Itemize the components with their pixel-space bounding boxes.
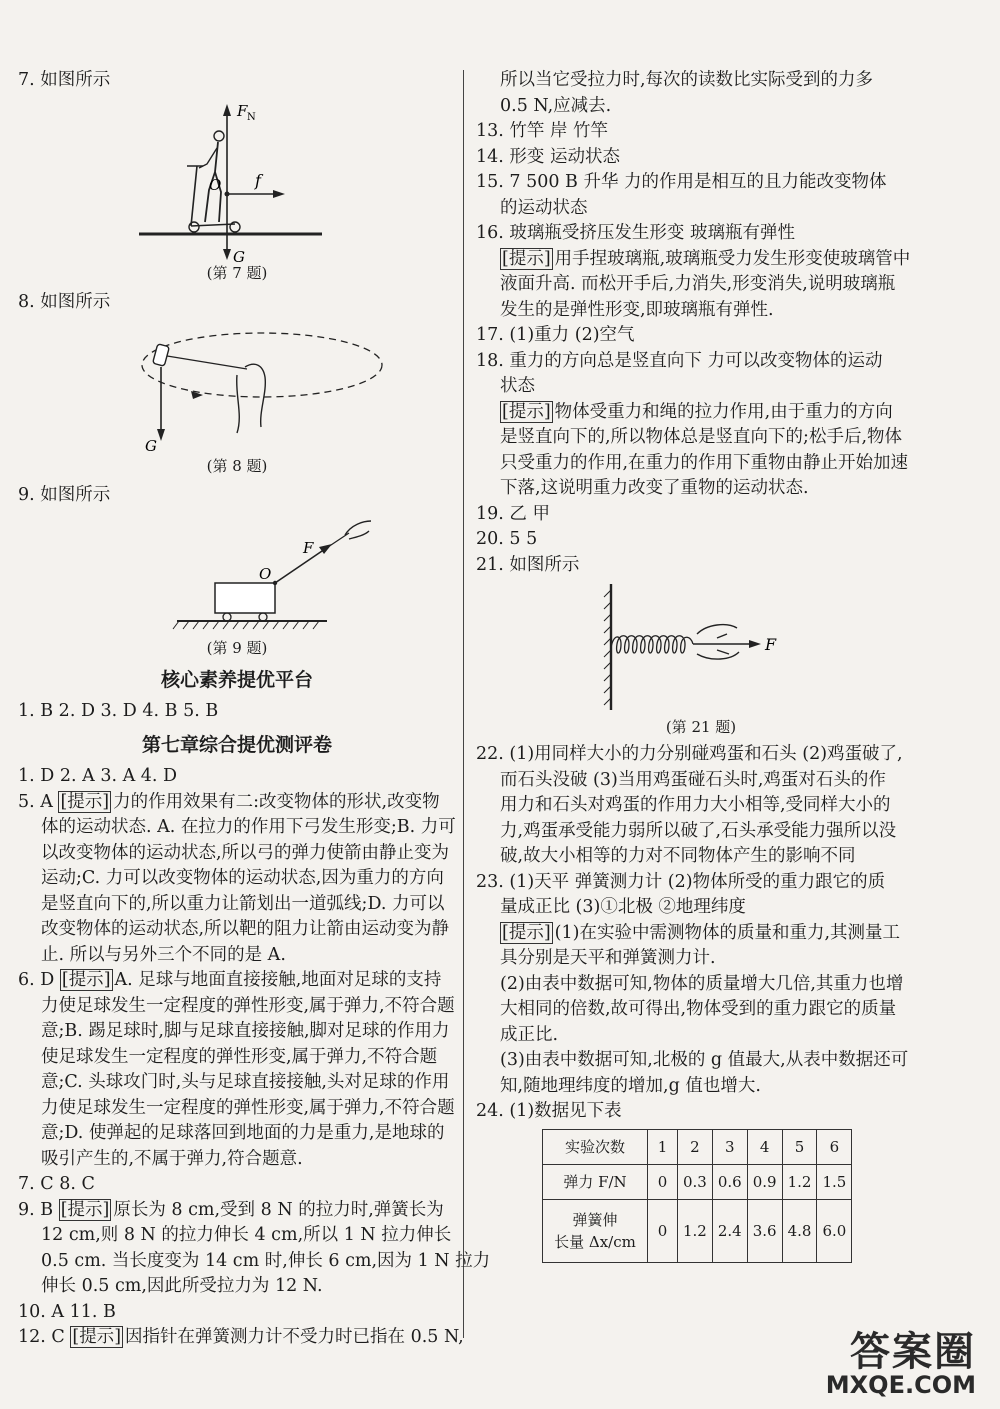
table-cell: 3 [712,1129,747,1164]
tip-badge: [提示] [72,1327,122,1347]
q23-line-8: (3)由表中数据可知,北极的 g 值最大,从表中数据还可 [500,1050,909,1070]
label-fn-sub: N [247,111,256,123]
table-row-label: 实验次数 [543,1129,648,1164]
table-cell: 3.6 [747,1199,782,1262]
q18-line-2: 状态 [500,376,535,396]
q18-line-6: 下落,这说明重力改变了重物的运动状态. [500,478,809,498]
q7-caption: (第 7 题) [206,263,268,282]
force-arrow [275,549,325,583]
person-head [214,131,224,141]
label-o: O [259,564,272,583]
q5-line-3: 以改变物体的运动状态,所以弓的弹力使箭由静止变为 [41,842,450,863]
cart-body [215,583,275,613]
point-o [273,580,277,584]
section-title-core: 核心素养提优平台 [160,668,313,691]
tip-badge: [提示] [502,922,551,943]
right-column [476,68,926,1263]
q5-line-4: 运动;C. 力可以改变物体的运动状态,因为重力的方向 [41,868,444,888]
spring-coil [611,636,693,653]
table-cell: 2.4 [712,1199,747,1262]
q23-line-5: (2)由表中数据可知,物体的质量增大几倍,其重力也增 [500,973,904,994]
table-cell: 0 [648,1164,678,1199]
tip-badge: [提示] [502,248,551,269]
q5-line-6: 改变物体的运动状态,所以靶的阻力让箭由运动变为静 [41,919,450,939]
q19-answer: 19. 乙 甲 [476,503,550,524]
q6-line-2: 力使足球发生一定程度的弹性形变,属于弹力,不符合题 [41,995,455,1016]
table-cell: 0 [648,1199,678,1262]
q12-line-3: 0.5 N,应减去. [500,95,612,116]
section-title-chapter7: 第七章综合提优测评卷 [141,734,332,756]
scooter-rear-wheel [230,222,240,232]
string [161,355,247,369]
table-row [543,1129,852,1164]
q5-line-1: 5. A [提示] 力的作用效果有二:改变物体的形状,改变物 [18,791,440,812]
cart-wheel-right [259,613,267,621]
hand [237,364,266,433]
q5-line-2: 体的运动状态. A. 在拉力的作用下弓发生形变;B. 力可 [41,817,456,837]
q22-line-3: 用力和石头对鸡蛋的作用力大小相等,受同样大小的 [500,795,891,815]
q23-line-2: 量成正比 (3)①北极 ②地理纬度 [500,897,746,917]
watermark-logo [826,1320,976,1399]
q9-caption: (第 9 题) [206,638,268,657]
q22-line-1: 22. (1)用同样大小的力分别碰鸡蛋和石头 (2)鸡蛋破了, [476,744,903,764]
table-cell: 4.8 [782,1199,817,1262]
figure-q21-spring [551,578,851,716]
ground-hatch [173,621,319,629]
q15-line-2: 的运动状态 [500,197,588,218]
label-o: O [209,175,222,194]
table-cell: 2 [678,1129,713,1164]
q9-title: 9. 如图所示 [18,485,111,505]
table-cell: 0.6 [712,1164,747,1199]
q18-line-1: 18. 重力的方向总是竖直向下 力可以改变物体的运动 [476,350,883,371]
q8-caption: (第 8 题) [206,457,268,475]
q20-answer: 20. 5 5 [476,529,538,549]
gravity-arrowhead [223,249,231,260]
q18-line-4: 是竖直向下的,所以物体总是竖直向下的;松手后,物体 [500,427,903,447]
q22-line-4: 力,鸡蛋承受能力弱所以破了,石头承受能力强所以没 [500,820,897,841]
table-cell: 0.9 [747,1164,782,1199]
q6-line-3: 意;B. 踢足球时,脚与足球直接接触,脚对足球的作用力 [41,1021,450,1041]
label-f: f [255,170,261,190]
q16-line-1: 16. 玻璃瓶受挤压发生形变 玻璃瓶有弹性 [476,223,795,243]
q18-line-3: [提示] 物体受重力和绳的拉力作用,由于重力的方向 [502,401,893,422]
tip-badge: [提示] [502,401,551,422]
person-arm [199,148,217,168]
column-divider [463,70,464,1338]
table-cell: 1.5 [817,1164,852,1199]
q6-line-1: 6. D [提示] A. 足球与地面直接接触,地面对足球的支持 [18,970,442,990]
scooter-front-wheel [189,222,199,232]
q22-line-5: 破,故大小相等的力对不同物体产生的影响不同 [500,846,856,866]
table-cell: 1.2 [782,1164,817,1199]
q23-line-4: 具分别是天平和弹簧测力计. [500,948,716,968]
q24-title: 24. (1)数据见下表 [476,1101,622,1121]
orbit-path [142,333,382,397]
table-cell: 0.3 [678,1164,713,1199]
figure-q7-scooter [87,94,387,262]
q17-answer: 17. (1)重力 (2)空气 [476,325,635,345]
spring-data-table [542,1129,852,1263]
q23-line-9: 知,随地理纬度的增加,g 值也增大. [500,1075,761,1096]
object [153,344,170,366]
watermark-small: MXQE.COM [825,1371,976,1399]
table-row [543,1199,852,1262]
hand [345,521,371,539]
table-cell: 6 [817,1129,852,1164]
q12-line-1: 12. C [提示] 因指针在弹簧测力计不受力时已指在 0.5 N, [18,1327,464,1347]
table-cell: 1 [648,1129,678,1164]
q18-line-5: 只受重力的作用,在重力的作用下重物由静止开始加速 [500,452,909,473]
q15-line-1: 15. 7 500 B 升华 力的作用是相互的且力能改变物体 [476,172,887,192]
q21-caption: (第 21 题) [665,718,737,736]
q14-answer: 14. 形变 运动状态 [476,146,620,167]
q23-line-1: 23. (1)天平 弹簧测力计 (2)物体所受的重力跟它的质 [476,871,886,892]
tip-badge: [提示] [60,1199,110,1220]
gravity-arrowhead [157,429,165,441]
table-row-label: 弹簧伸 长量 Δx/cm [543,1199,648,1262]
q23-line-6: 大相同的倍数,故可得出,物体受到的重力跟它的质量 [500,999,897,1019]
friction-arrowhead [273,190,285,198]
q22-line-2: 而石头没破 (3)当用鸡蛋碰石头时,鸡蛋对石头的作 [500,769,886,790]
q16-line-3: 液面升高. 而松开手后,力消失,形变消失,说明玻璃瓶 [500,274,896,294]
section2-answers: 1. D 2. A 3. A 4. D [18,766,178,786]
left-column [18,68,491,1351]
q23-line-7: 成正比. [500,1024,559,1045]
tip-badge: [提示] [60,791,110,812]
q23-line-3: [提示] (1)在实验中需测物体的质量和重力,其测量工 [502,922,901,943]
q5-line-7: 止. 所以与另外三个不同的是 A. [41,944,286,965]
label-f: F [765,635,777,654]
watermark-big: 答案圈 [850,1329,976,1375]
table-cell: 4 [747,1129,782,1164]
q6-line-8: 吸引产生的,不属于弹力,符合题意. [41,1148,303,1169]
table-row [543,1164,852,1199]
table-row-label: 弹力 F/N [543,1164,648,1199]
point-o [225,191,230,196]
q6-line-5: 意;C. 头球攻门时,头与足球直接接触,头对足球的作用 [41,1072,450,1092]
label-g: G [145,437,157,455]
q21-title: 21. 如图所示 [476,554,580,575]
q16-line-2: [提示] 用手捏玻璃瓶,玻璃瓶受力发生形变使玻璃管中 [502,248,911,269]
q12-line-2: 所以当它受拉力时,每次的读数比实际受到的力多 [500,70,874,90]
table-cell: 1.2 [678,1199,713,1262]
q6-line-4: 使足球发生一定程度的弹性形变,属于弹力,不符合题 [41,1046,438,1067]
q5-line-5: 是竖直向下的,所以重力让箭划出一道弧线;D. 力可以 [41,893,445,914]
normal-force-arrowhead [223,104,231,116]
q9-line-2: 12 cm,则 8 N 的拉力伸长 4 cm,所以 1 N 拉力伸长 [41,1225,452,1245]
figure-q8-swing [87,315,387,455]
label-f: F [303,538,314,557]
force-arrowhead [749,640,761,648]
label-fn: F [237,101,248,120]
q13-answer: 13. 竹竿 岸 竹竿 [476,121,609,141]
q16-line-4: 发生的是弹性形变,即玻璃瓶有弹性. [500,299,774,320]
q9-line-1: 9. B [提示] 原长为 8 cm,受到 8 N 的拉力时,弹簧长为 [18,1199,444,1220]
q6-line-6: 力使足球发生一定程度的弹性形变,属于弹力,不符合题 [41,1097,455,1118]
q10-q11-answers: 10. A 11. B [18,1301,116,1322]
tip-badge: [提示] [61,970,111,990]
q7-q8-answers: 7. C 8. C [18,1174,95,1194]
q6-line-7: 意;D. 使弹起的足球落回到地面的力是重力,是地球的 [41,1123,445,1143]
figure-q9-cart [87,509,387,637]
cart-wheel-left [223,613,231,621]
rope [325,533,349,549]
table-cell: 6.0 [817,1199,852,1262]
hand [697,625,739,659]
q7-title: 7. 如图所示 [18,70,111,90]
q9-line-3: 0.5 cm. 当长度变为 14 cm 时,伸长 6 cm,因为 1 N 拉力 [41,1250,491,1271]
table-cell: 5 [782,1129,817,1164]
section1-answers: 1. B 2. D 3. D 4. B 5. B [18,700,219,721]
label-g: G [233,247,245,262]
q9-line-4: 伸长 0.5 cm,因此所受拉力为 12 N. [41,1276,323,1296]
q8-title: 8. 如图所示 [18,291,111,312]
